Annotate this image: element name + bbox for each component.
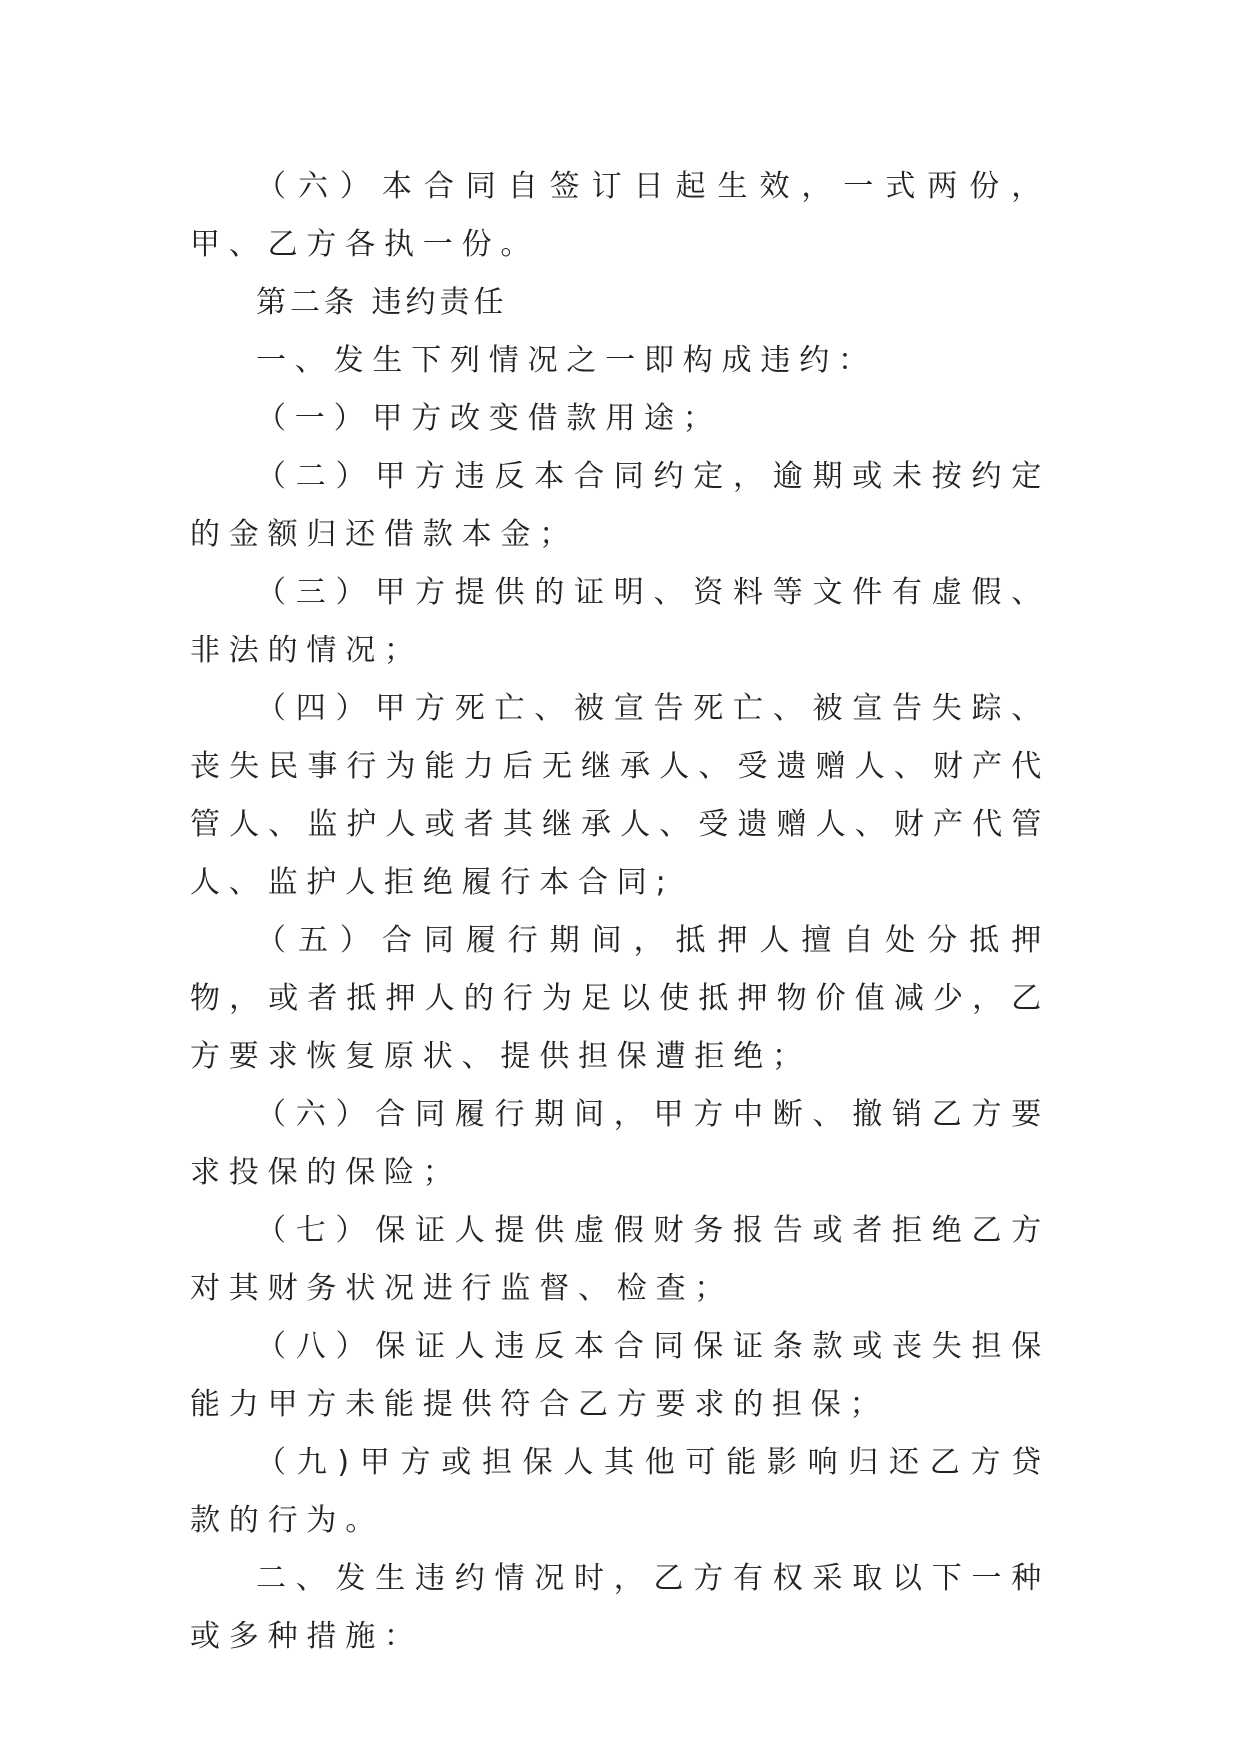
paragraph-breach-item-6: （六）合同履行期间，甲方中断、撤销乙方要求投保的保险； <box>190 1097 1050 1190</box>
paragraph-breach-item-2: （二）甲方违反本合同约定，逾期或未按约定的金额归还借款本金； <box>190 459 1050 552</box>
paragraph-breach-item-4: （四）甲方死亡、被宣告死亡、被宣告失踪、丧失民事行为能力后无继承人、受遗赠人、财产代管人、监护人或者其继承人、受遗赠人、财产代管人、监护人拒绝履行本合同; <box>190 691 1050 900</box>
paragraph-breach-item-8: （八）保证人违反本合同保证条款或丧失担保能力甲方未能提供符合乙方要求的担保； <box>190 1329 1050 1422</box>
paragraph-remedies-intro: 二、发生违约情况时，乙方有权采取以下一种或多种措施： <box>190 1561 1050 1654</box>
paragraph-breach-item-1: （一）甲方改变借款用途； <box>256 401 722 436</box>
paragraph-breach-item-9: （九)甲方或担保人其他可能影响归还乙方贷款的行为。 <box>190 1445 1050 1538</box>
paragraph-breach-item-7: （七）保证人提供虚假财务报告或者拒绝乙方对其财务状况进行监督、检查； <box>190 1213 1050 1306</box>
paragraph-breach-item-3: （三）甲方提供的证明、资料等文件有虚假、非法的情况； <box>190 575 1050 668</box>
paragraph-breach-conditions-intro: 一、发生下列情况之一即构成违约： <box>256 343 877 378</box>
paragraph-breach-item-5: （五）合同履行期间，抵押人擅自处分抵押物，或者抵押人的行为足以使抵押物价值减少，乙方要求恢复原状、提供担保遭拒绝； <box>190 923 1050 1074</box>
article-2-heading: 第二条 违约责任 <box>256 285 508 320</box>
document-page <box>190 158 1050 1666</box>
paragraph-clause-6-effective: （六）本合同自签订日起生效，一式两份，甲、乙方各执一份。 <box>190 169 1050 262</box>
